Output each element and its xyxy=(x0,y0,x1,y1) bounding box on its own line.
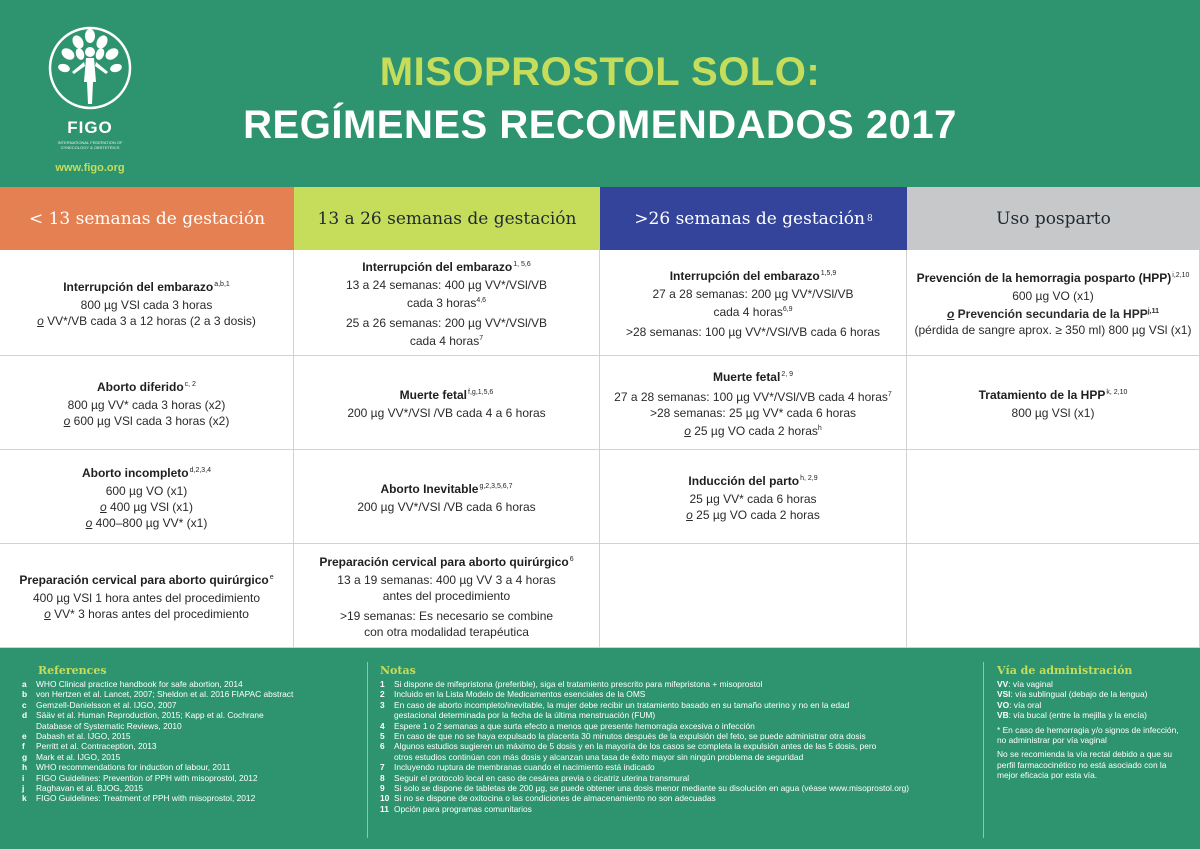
via-abbr: VO xyxy=(997,699,1010,710)
note-item-key: 1 xyxy=(380,679,385,689)
regimen-cell xyxy=(0,450,294,544)
references-title: References xyxy=(38,664,107,677)
regimen-title-text: Preparación cervical para aborto quirúrgico xyxy=(319,554,569,569)
or-marker: o xyxy=(100,499,107,514)
note-item-text: Si dispone de mifepristona (preferible), siga el tratamiento prescrito para mifepristona + misoprostol xyxy=(394,679,763,689)
regimen-cell xyxy=(907,450,1200,544)
regimen-title-sup: 1, 5,6 xyxy=(513,260,531,268)
via-note: No se recomienda la vía rectal debido a que su perfil farmacocinético no está asociado con la mejor eficacia por esta vía. xyxy=(997,749,1173,781)
title-line-2: REGÍMENES RECOMENDADOS 2017 xyxy=(243,103,957,147)
reference-item-key: k xyxy=(22,793,27,804)
regimen-line-text: con otra modalidad terapéutica xyxy=(364,624,529,639)
reference-item xyxy=(22,773,367,783)
regimen-line-text: antes del procedimiento xyxy=(382,588,511,603)
note-item-key: 3 xyxy=(380,699,385,710)
note-item-key: 11 xyxy=(380,803,389,814)
regimen-line xyxy=(64,413,230,429)
or-marker: o xyxy=(37,313,44,328)
regimen-cell xyxy=(907,356,1200,450)
regimen-title-sup: a,b,1 xyxy=(214,280,230,288)
reference-item xyxy=(22,783,367,793)
regimen-title-text: Aborto incompleto xyxy=(81,465,189,480)
regimen-title-text: Inducción del parto xyxy=(688,473,800,488)
note-item xyxy=(380,700,975,710)
or-marker: o xyxy=(44,606,51,621)
reference-item xyxy=(22,762,367,772)
note-item-key: 8 xyxy=(380,772,385,783)
column-header-posparto xyxy=(907,187,1200,250)
regimen-title xyxy=(319,552,573,570)
note-item-key xyxy=(380,752,394,762)
regimen-line-sup: 6,9 xyxy=(782,305,793,313)
reference-item-key xyxy=(22,721,36,731)
regimen-line-text: cada 3 horas xyxy=(406,295,477,310)
regimen-line-text: (pérdida de sangre aprox. ≥ 350 ml) 800 µg VSl (x1) xyxy=(914,322,1192,337)
regimen-title-sup: h, 2,9 xyxy=(800,474,818,482)
regimen-line xyxy=(357,499,535,515)
column-header-13-26 xyxy=(294,187,600,250)
reference-item xyxy=(22,721,367,731)
regimen-line-sup: 4,6 xyxy=(476,296,487,304)
regimen-title xyxy=(63,277,230,295)
or-marker: o xyxy=(85,515,93,530)
reference-item-key: h xyxy=(22,762,28,773)
reference-item xyxy=(22,793,367,803)
regimen-title xyxy=(97,377,196,395)
note-item-text: otros estudios continúan con más dosis y alcanzan una tasa de éxito mayor sin ningún problema de seguridad xyxy=(394,751,804,762)
regimen-line xyxy=(340,608,553,624)
column-header-label: >26 semanas de gestación xyxy=(634,208,865,229)
column-header-label: < 13 semanas de gestación xyxy=(28,208,266,229)
logo-tagline: INTERNATIONAL FEDERATION OF GYNECOLOGY & OBSTETRICS xyxy=(57,140,123,150)
note-item xyxy=(380,731,975,741)
regimen-title-sup: c, 2 xyxy=(184,380,196,388)
regimen-title-text: Aborto Inevitable xyxy=(380,481,479,496)
regimen-cell xyxy=(294,356,600,450)
regimen-line-text: cada 4 horas xyxy=(713,304,783,319)
logo-name: FIGO xyxy=(67,118,113,137)
regimen-line-text: >28 semanas: 25 µg VV* cada 6 horas xyxy=(649,405,857,420)
regimen-line-text: 27 a 28 semanas: 100 µg VV*/VSl/VB cada 4 horas xyxy=(614,389,888,404)
note-item xyxy=(380,689,975,699)
via-abbr: VB xyxy=(997,710,1009,721)
note-item-text: Algunos estudios sugieren un máximo de 5 dosis y en la mayoría de los casos se completa la expulsión antes de las 5 dosis, pero xyxy=(394,741,877,752)
regimen-cell xyxy=(600,356,907,450)
column-header-label: Uso posparto xyxy=(996,208,1111,229)
regimen-cell xyxy=(907,250,1200,356)
reference-item-text: Mark et al. IJGO, 2015 xyxy=(36,751,121,762)
regimen-line-text: 25 a 26 semanas: 200 µg VV*/VSl/VB xyxy=(345,315,548,330)
via-item xyxy=(997,679,1182,689)
regimen-line xyxy=(410,331,483,349)
note-item-key: 2 xyxy=(380,689,385,700)
regimen-title-text: Tratamiento de la HPP xyxy=(978,387,1106,402)
via-text: : vía oral xyxy=(1009,699,1042,710)
regimen-title-text: Muerte fetal xyxy=(399,387,468,402)
regimen-line-text: 25 µg VO cada 2 horas xyxy=(692,507,820,522)
regimen-line-text: 400–800 µg VV* (x1) xyxy=(92,515,208,530)
via-title: Vía de administración xyxy=(997,664,1133,677)
via-text: : vía sublingual (debajo de la lengua) xyxy=(1010,689,1148,700)
regimen-line-text: 13 a 24 semanas: 400 µg VV*/VSl/VB xyxy=(345,277,548,292)
reference-item-text: Raghavan et al. BJOG, 2015 xyxy=(36,783,144,794)
regimen-title-sup: 1,5,9 xyxy=(820,269,837,277)
via-list xyxy=(997,679,1182,781)
reference-item-key: f xyxy=(22,741,25,752)
title-line-1: MISOPROSTOL SOLO: xyxy=(379,50,821,94)
regimen-title-sup: 6 xyxy=(569,555,574,563)
footer-divider xyxy=(367,662,368,838)
regimen-line-text: 800 µg VSl cada 3 horas xyxy=(80,297,213,312)
regimen-line xyxy=(33,590,260,606)
via-abbr: VV xyxy=(997,679,1009,689)
regimen-line xyxy=(626,324,880,340)
reference-item-key: e xyxy=(22,731,27,742)
reference-item-key: c xyxy=(22,699,27,710)
regimen-cell xyxy=(600,544,907,648)
regimen-title-text: Aborto diferido xyxy=(97,379,184,394)
regimen-line xyxy=(686,507,820,523)
regimen-cell xyxy=(0,250,294,356)
reference-item-text: Dabash et al. IJGO, 2015 xyxy=(36,731,131,742)
reference-item-text: Database of Systematic Reviews, 2010 xyxy=(36,720,182,731)
reference-item-key: i xyxy=(22,772,25,783)
note-item-text: En caso de que no se haya expulsado la placenta 30 minutos después de la expulsión del feto, se puede administrar otra dosis xyxy=(394,731,866,742)
reference-item-text: WHO Clinical practice handbook for safe abortion, 2014 xyxy=(36,679,243,689)
regimen-line-text: 600 µg VO (x1) xyxy=(1012,288,1094,303)
regimen-line xyxy=(383,588,510,604)
via-abbr: VSl xyxy=(997,689,1011,700)
regimen-title-sup: e xyxy=(269,573,274,581)
note-item-text: gestacional determinada por la fecha de la última menstruación (FUM) xyxy=(394,710,656,721)
reference-item-text: von Hertzen et al. Lancet, 2007; Sheldon et al. 2016 FIAPAC abstract xyxy=(36,689,294,700)
regimen-line-text: 800 µg VV* cada 3 horas (x2) xyxy=(67,397,226,412)
via-note: * En caso de hemorragia y/o signos de infección, no administrar por vía vaginal xyxy=(997,724,1179,746)
or-marker: o xyxy=(946,306,955,321)
note-item-text: En caso de aborto incompleto/inevitable, la mujer debe recibir un tratamiento basado en su tamaño uterino y no en la edad xyxy=(394,699,850,710)
regimen-line-sup: j,11 xyxy=(1147,307,1160,315)
footer-band xyxy=(0,648,1200,849)
regimen-line xyxy=(106,483,188,499)
regimen-line xyxy=(915,322,1192,338)
regimen-title-sup: f,g,1,5,6 xyxy=(468,388,494,396)
or-marker: o xyxy=(63,413,71,428)
note-item-key xyxy=(380,710,394,720)
reference-item xyxy=(22,689,367,699)
regimen-title-text: Interrupción del embarazo xyxy=(362,259,513,274)
regimen-line xyxy=(1012,405,1095,421)
regimen-line-text: 25 µg VV* cada 6 horas xyxy=(689,491,817,506)
regimen-line xyxy=(81,297,213,313)
regimen-cell xyxy=(0,356,294,450)
regimen-title-text: Preparación cervical para aborto quirúrgico xyxy=(19,572,269,587)
reference-item-text: Perritt et al. Contraception, 2013 xyxy=(36,741,157,752)
note-item-key: 5 xyxy=(380,731,385,742)
regimen-line xyxy=(684,421,822,439)
or-marker: o xyxy=(684,423,691,438)
via-text: : vía vaginal xyxy=(1008,679,1053,689)
reference-item-text: WHO recommendations for induction of labour, 2011 xyxy=(36,762,231,773)
regimen-line xyxy=(86,515,208,531)
regimen-cell xyxy=(600,250,907,356)
or-marker: o xyxy=(686,507,693,522)
regimen-line xyxy=(100,499,193,515)
column-header-gt26 xyxy=(600,187,907,250)
regimen-line-text: VV*/VB cada 3 a 12 horas (2 a 3 dosis) xyxy=(43,313,256,328)
note-item xyxy=(380,783,975,793)
note-item xyxy=(380,741,975,751)
regimen-title xyxy=(400,385,494,403)
regimen-line xyxy=(407,293,486,311)
reference-item xyxy=(22,679,367,689)
regimen-grid xyxy=(0,250,1200,648)
regimen-title-sup: d,2,3,4 xyxy=(189,466,212,474)
regimen-title xyxy=(713,367,793,385)
regimen-line-text: 400 µg VSl 1 hora antes del procedimiento xyxy=(32,590,261,605)
note-item xyxy=(380,762,975,772)
regimen-title xyxy=(670,266,837,284)
reference-item xyxy=(22,741,367,751)
regimen-line-text: VV* 3 horas antes del procedimiento xyxy=(50,606,249,621)
logo-url-link[interactable]: www.figo.org xyxy=(55,162,125,174)
regimen-line xyxy=(947,304,1159,322)
regimen-line-text: >28 semanas: 100 µg VV*/VSl/VB cada 6 horas xyxy=(625,324,881,339)
regimen-title xyxy=(19,570,273,588)
regimen-title-sup: i,2,10 xyxy=(1172,271,1190,279)
regimen-cell xyxy=(600,450,907,544)
note-item-text: Incluido en la Lista Modelo de Medicamentos esenciales de la OMS xyxy=(394,689,646,700)
regimen-line-text: Prevención secundaria de la HPP xyxy=(954,306,1148,321)
regimen-cell xyxy=(294,450,600,544)
reference-item-key: j xyxy=(22,783,25,794)
header-band xyxy=(0,0,1200,187)
figo-logo[interactable] xyxy=(40,22,140,182)
regimen-line-text: 13 a 19 semanas: 400 µg VV 3 a 4 horas xyxy=(337,572,556,587)
via-text: : vía bucal (entre la mejilla y la encía) xyxy=(1008,710,1147,721)
note-item-text: Si solo se dispone de tabletas de 200 µg, se puede obtener una dosis menor mediante su disolución en agua (véase www.misoprostol.org) xyxy=(394,783,910,794)
regimen-line xyxy=(44,606,249,622)
regimen-line xyxy=(1012,288,1094,304)
regimen-line xyxy=(347,405,545,421)
note-item-key: 9 xyxy=(380,783,385,794)
note-item-key: 4 xyxy=(380,720,385,731)
regimen-line-text: >19 semanas: Es necesario se combine xyxy=(339,608,554,623)
regimen-line-text: 200 µg VV*/VSl /VB cada 6 horas xyxy=(357,499,536,514)
regimen-line-text: 400 µg VSl (x1) xyxy=(106,499,193,514)
regimen-line-sup: 7 xyxy=(887,390,892,398)
reference-item xyxy=(22,700,367,710)
reference-item-key: b xyxy=(22,689,28,700)
regimen-title xyxy=(917,268,1190,286)
regimen-line-text: 600 µg VSl cada 3 horas (x2) xyxy=(70,413,230,428)
reference-item xyxy=(22,731,367,741)
regimen-title xyxy=(362,257,531,275)
regimen-line xyxy=(652,286,853,302)
via-item xyxy=(997,700,1182,710)
regimen-line xyxy=(650,405,856,421)
note-item-text: Si no se dispone de oxitocina o las condiciones de almacenamiento no son adecuadas xyxy=(394,793,716,804)
note-item xyxy=(380,752,975,762)
regimen-line xyxy=(690,491,817,507)
reference-item-text: Sääv et al. Human Reproduction, 2015; Kapp et al. Cochrane xyxy=(36,710,264,721)
regimen-cell xyxy=(0,544,294,648)
regimen-title xyxy=(688,471,817,489)
notes-list xyxy=(380,679,975,814)
regimen-line-text: 200 µg VV*/VSl /VB cada 4 a 6 horas xyxy=(347,405,546,420)
column-header-label: 13 a 26 semanas de gestación xyxy=(317,208,577,229)
note-item xyxy=(380,804,975,814)
note-item xyxy=(380,710,975,720)
regimen-cell xyxy=(294,544,600,648)
regimen-line xyxy=(614,387,892,405)
reference-item-text: FIGO Guidelines: Treatment of PPH with misoprostol, 2012 xyxy=(36,793,256,804)
reference-item-key: a xyxy=(22,679,27,689)
regimen-line xyxy=(346,277,547,293)
notes-title: Notas xyxy=(380,664,416,677)
reference-item xyxy=(22,710,367,720)
via-item xyxy=(997,710,1182,720)
regimen-title-text: Prevención de la hemorragia posparto (HPP) xyxy=(916,270,1172,285)
note-item-key: 10 xyxy=(380,793,390,804)
regimen-cell xyxy=(907,544,1200,648)
note-item-key: 7 xyxy=(380,762,385,773)
regimen-line xyxy=(68,397,226,413)
note-item-text: Seguir el protocolo local en caso de cesárea previa o cicatriz uterina transmural xyxy=(394,772,690,783)
column-header-lt13 xyxy=(0,187,294,250)
regimen-line-sup: 7 xyxy=(479,334,484,342)
regimen-title xyxy=(380,479,512,497)
note-item-text: Espere 1 o 2 semanas a que surta efecto a menos que presente hemorragia excesiva o infección xyxy=(394,720,755,731)
regimen-title xyxy=(82,463,211,481)
reference-item-text: Gemzell-Danielsson et al. IJGO, 2007 xyxy=(36,699,177,710)
regimen-line-text: 25 µg VO cada 2 horas xyxy=(690,423,818,438)
regimen-title-sup: g,2,3,5,6,7 xyxy=(479,482,513,490)
note-item-text: Opción para programas comunitarios xyxy=(394,803,532,814)
regimen-cell xyxy=(294,250,600,356)
regimen-line-text: 600 µg VO (x1) xyxy=(105,483,188,498)
regimen-line xyxy=(346,315,547,331)
via-item xyxy=(997,689,1182,699)
regimen-title-sup: k, 2,10 xyxy=(1106,388,1128,396)
note-item-text: Incluyendo ruptura de membranas cuando el nacimiento está indicado xyxy=(394,762,655,773)
note-item-key: 6 xyxy=(380,741,385,752)
note-item xyxy=(380,773,975,783)
regimen-title-text: Interrupción del embarazo xyxy=(63,279,214,294)
regimen-line-sup: h xyxy=(817,424,822,432)
regimen-line xyxy=(364,624,529,640)
references-list xyxy=(22,679,367,804)
regimen-line xyxy=(37,313,256,329)
regimen-line-text: 800 µg VSl (x1) xyxy=(1011,405,1095,420)
reference-item-text: FIGO Guidelines: Prevention of PPH with misoprostol, 2012 xyxy=(36,772,258,783)
regimen-title-text: Interrupción del embarazo xyxy=(669,268,820,283)
regimen-line-text: cada 4 horas xyxy=(409,333,480,348)
note-item xyxy=(380,793,975,803)
regimen-line-text: 27 a 28 semanas: 200 µg VV*/VSl/VB xyxy=(652,286,854,301)
reference-item-key: g xyxy=(22,751,28,762)
column-header-sup: 8 xyxy=(866,213,873,224)
regimen-title-text: Muerte fetal xyxy=(712,369,781,384)
note-item xyxy=(380,679,975,689)
reference-item-key: d xyxy=(22,710,28,721)
regimen-title xyxy=(979,385,1128,403)
regimen-title-sup: 2, 9 xyxy=(781,370,794,378)
reference-item xyxy=(22,752,367,762)
footer-divider xyxy=(983,662,984,838)
regimen-line xyxy=(713,302,792,320)
regimen-line xyxy=(337,572,555,588)
note-item xyxy=(380,721,975,731)
